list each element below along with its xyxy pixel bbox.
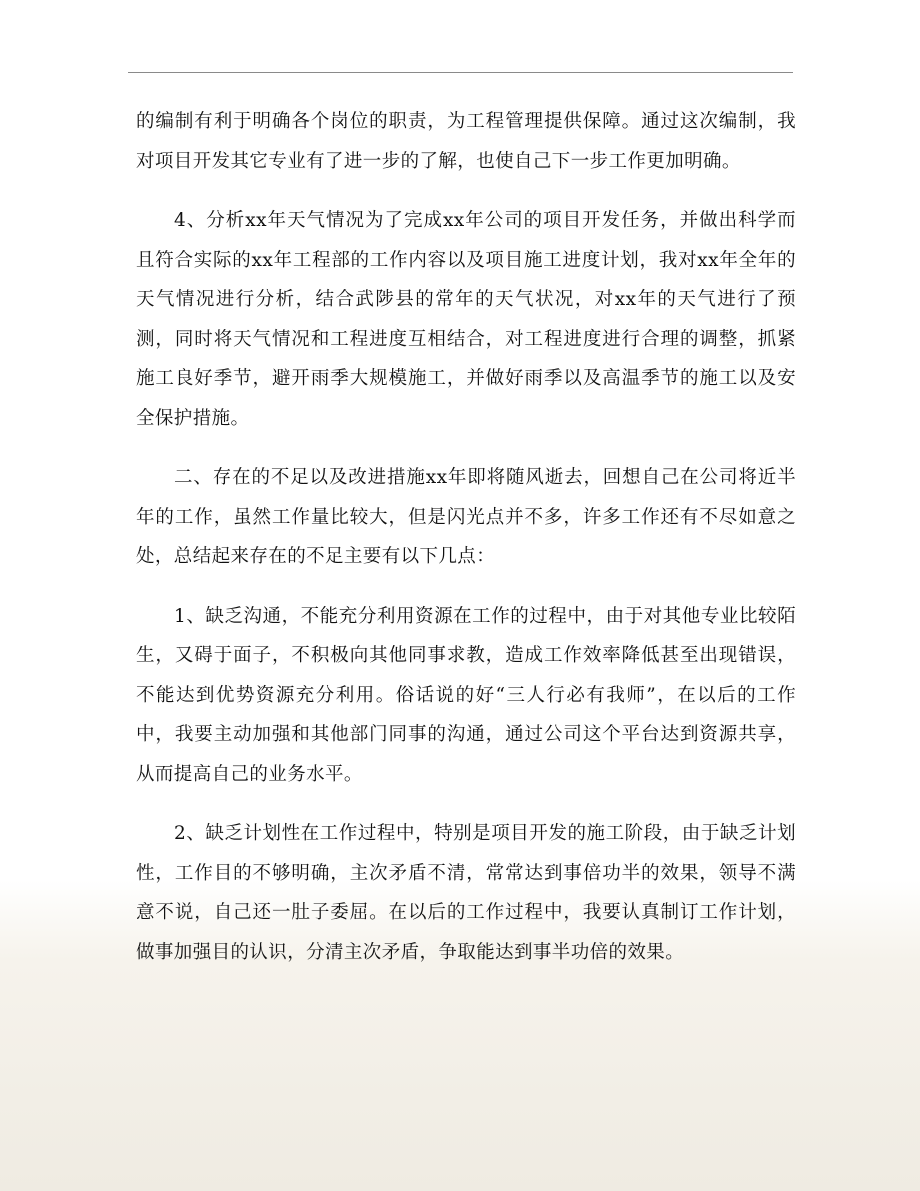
header-divider [128, 72, 793, 73]
paragraph-continuation: 的编制有利于明确各个岗位的职责，为工程管理提供保障。通过这次编制，我对项目开发其它专业有了进一步的了解，也使自己下一步工作更加明确。 [136, 111, 796, 172]
document-body [136, 102, 796, 992]
paragraph-lack-of-planning: 2、缺乏计划性在工作过程中，特别是项目开发的施工阶段，由于缺乏计划性，工作目的不够明确，主次矛盾不清，常常达到事倍功半的效果，领导不满意不说，自己还一肚子委屈。在以后的工作过程中，我要认真制订工作计划，做事加强目的认识，分清主次矛盾，争取能达到事半功倍的效果。 [136, 823, 796, 963]
paragraph-lack-of-communication: 1、缺乏沟通，不能充分利用资源在工作的过程中，由于对其他专业比较陌生，又碍于面子，不积极向其他同事求教，造成工作效率降低甚至出现错误，不能达到优势资源充分利用。俗话说的好“三人行必有我师”，在以后的工作中，我要主动加强和其他部门同事的沟通，通过公司这个平台达到资源共享，从而提高自己的业务水平。 [136, 605, 796, 785]
paragraph-shortcomings-intro: 二、存在的不足以及改进措施xx年即将随风逝去，回想自己在公司将近半年的工作，虽然工作量比较大，但是闪光点并不多，许多工作还有不尽如意之处，总结起来存在的不足主要有以下几点： [136, 467, 796, 567]
paragraph-weather-analysis: 4、分析xx年天气情况为了完成xx年公司的项目开发任务，并做出科学而且符合实际的xx年工程部的工作内容以及项目施工进度计划，我对xx年全年的天气情况进行分析，结合武陟县的常年的天气状况，对xx年的天气进行了预测，同时将天气情况和工程进度互相结合，对工程进度进行合理的调整，抓紧施工良好季节，避开雨季大规模施工，并做好雨季以及高温季节的施工以及安全保护措施。 [136, 210, 796, 429]
